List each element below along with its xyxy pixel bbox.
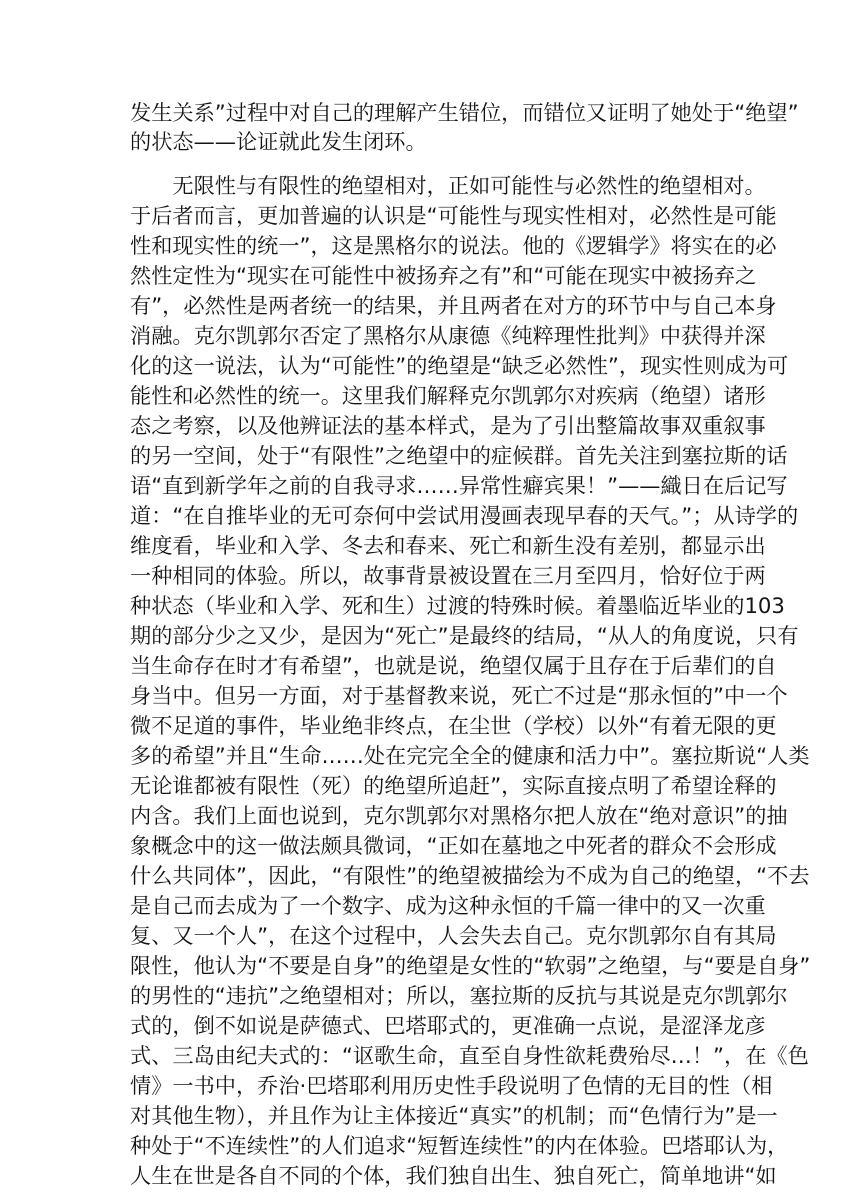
text-line: 化的这一说法，认为“可能性”的绝望是“缺乏必然性”，现实性则成为可 <box>130 353 789 378</box>
text-line: 多的希望”并且“生命……处在完完全全的健康和活力中”。塞拉斯说“人类 <box>130 743 810 768</box>
text-line: 有”，必然性是两者统一的结果，并且两者在对方的环节中与自己本身 <box>130 293 777 318</box>
text-line: 式的，倒不如说是萨德式、巴塔耶式的，更准确一点说，是涩泽龙彦 <box>130 1013 766 1038</box>
text-line: 消融。克尔凯郭尔否定了黑格尔从康德《纯粹理性批判》中获得并深 <box>130 323 766 348</box>
text-line: 情》一书中，乔治·巴塔耶利用历史性手段说明了色情的无目的性（相 <box>130 1073 773 1098</box>
text-line: 发生关系”过程中对自己的理解产生错位，而错位又证明了她处于“绝望” <box>130 100 799 125</box>
text-line: 象概念中的这一做法颇具微词，“正如在墓地之中死者的群众不会形成 <box>130 833 777 858</box>
text-line: 人生在世是各自不同的个体，我们独自出生、独自死亡，简单地讲“如 <box>130 1163 777 1188</box>
text-line: 性和现实性的统一”，这是黑格尔的说法。他的《逻辑学》将实在的必 <box>130 233 777 258</box>
text-line: 期的部分少之又少，是因为“死亡”是最终的结局，“从人的角度说，只有 <box>130 623 799 648</box>
text-line: 然性定性为“现实在可能性中被扬弃之有”和“可能在现实中被扬弃之 <box>130 263 757 288</box>
text-line: 是自己而去成为了一个数字、成为这种永恒的千篇一律中的又一次重 <box>130 893 766 918</box>
text-line: 当生命存在时才有希望”，也就是说，绝望仅属于且存在于后辈们的自 <box>130 653 777 678</box>
text-line: 种状态（毕业和入学、死和生）过渡的特殊时候。着墨临近毕业的103 <box>130 593 785 618</box>
text-line: 的状态——论证就此发生闭环。 <box>130 129 427 154</box>
text-line: 无限性与有限性的绝望相对，正如可能性与必然性的绝望相对。 <box>130 173 766 198</box>
text-line: 内含。我们上面也说到，克尔凯郭尔对黑格尔把人放在“绝对意识”的抽 <box>130 803 788 828</box>
text-line: 态之考察，以及他辨证法的基本样式，是为了引出整篇故事双重叙事 <box>130 413 766 438</box>
text-line: 身当中。但另一方面，对于基督教来说，死亡不过是“那永恒的”中一个 <box>130 683 788 708</box>
text-line: 复、又一个人”，在这个过程中，人会失去自己。克尔凯郭尔自有其局 <box>130 923 777 948</box>
text-line: 对其他生物），并且作为让主体接近“真实”的机制；而“色情行为”是一 <box>130 1103 778 1128</box>
text-line: 微不足道的事件，毕业绝非终点，在尘世（学校）以外“有着无限的更 <box>130 713 777 738</box>
text-line: 的男性的“违抗”之绝望相对；所以，塞拉斯的反抗与其说是克尔凯郭尔 <box>130 983 788 1008</box>
text-line: 于后者而言，更加普遍的认识是“可能性与现实性相对，必然性是可能 <box>130 203 777 228</box>
text-line: 无论谁都被有限性（死）的绝望所追赶”，实际直接点明了希望诠释的 <box>130 773 777 798</box>
text-line: 什么共同体”，因此，“有限性”的绝望被描绘为不成为自己的绝望，“不去 <box>130 863 810 888</box>
text-line: 维度看，毕业和入学、冬去和春来、死亡和新生没有差别，都显示出 <box>130 533 766 558</box>
text-line: 道：“在自推毕业的无可奈何中尝试用漫画表现早春的天气。”；从诗学的 <box>130 503 799 528</box>
text-line: 一种相同的体验。所以，故事背景被设置在三月至四月，恰好位于两 <box>130 563 766 588</box>
text-line: 语“直到新学年之前的自我寻求……异常性癖宾果！”——織日在后记写 <box>130 473 788 498</box>
text-line: 式、三岛由纪夫式的：“讴歌生命，直至自身性欲耗费殆尽…！”，在《色 <box>130 1043 809 1068</box>
text-line: 的另一空间，处于“有限性”之绝望中的症候群。首先关注到塞拉斯的话 <box>130 443 788 468</box>
text-line: 限性，他认为“不要是自身”的绝望是女性的“软弱”之绝望，与“要是自身” <box>130 953 811 978</box>
text-line: 能性和必然性的统一。这里我们解释克尔凯郭尔对疾病（绝望）诸形 <box>130 383 766 408</box>
text-line: 种处于“不连续性”的人们追求“短暂连续性”的内在体验。巴塔耶认为， <box>130 1133 789 1158</box>
